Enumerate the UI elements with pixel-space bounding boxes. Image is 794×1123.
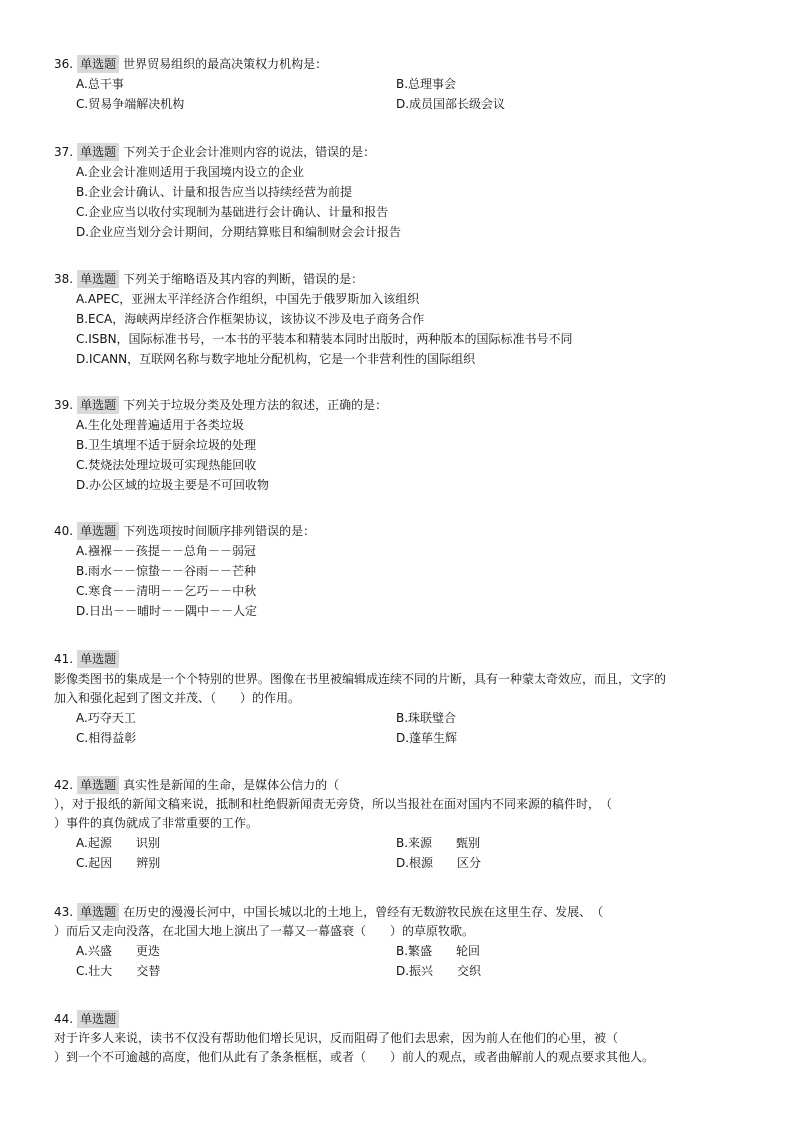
question-stem: [54, 396, 744, 415]
option-a[interactable]: A.兴盛 更迭: [76, 944, 160, 958]
question-continuation: ）而后又走向没落，在北国大地上演出了一幕又一幕盛衰（ ）的草原牧歌。: [54, 924, 475, 938]
question-37: [54, 143, 744, 242]
question-44: [54, 1010, 754, 1067]
option-d[interactable]: D.企业应当划分会计期间，分期结算账目和编制财会会计报告: [76, 225, 402, 239]
option-b[interactable]: B.珠联璧合: [396, 711, 457, 725]
question-text: 下列关于企业会计准则内容的说法，错误的是：: [123, 145, 376, 159]
options: [54, 833, 754, 873]
question-stem: [54, 903, 754, 922]
option-c[interactable]: C.贸易争端解决机构: [76, 97, 185, 111]
question-number: 38.: [54, 272, 74, 286]
question-number: 44.: [54, 1012, 74, 1026]
option-c[interactable]: C.相得益彰: [76, 731, 137, 745]
question-type-tag: 单选题: [77, 396, 119, 414]
option-c[interactable]: C.起因 辨别: [76, 856, 161, 870]
question-type-tag: 单选题: [77, 270, 119, 288]
option-c[interactable]: C.寒食－－清明－－乞巧－－中秋: [76, 584, 257, 598]
option-b[interactable]: B.ECA，海峡两岸经济合作框架协议，该协议不涉及电子商务合作: [76, 312, 425, 326]
question-paragraph-line: 影像类图书的集成是一个个特别的世界。图像在书里被编辑成连续不同的片断，具有一种蒙太奇效应，而且，文字的: [54, 672, 667, 686]
question-39: [54, 396, 744, 495]
options: [54, 708, 754, 748]
options: [54, 941, 754, 981]
question-38: [54, 270, 744, 369]
option-d[interactable]: D.蓬荜生辉: [396, 731, 458, 745]
option-d[interactable]: D.成员国部长级会议: [396, 97, 506, 111]
question-text: 真实性是新闻的生命，是媒体公信力的（: [123, 778, 340, 792]
question-stem: [54, 270, 744, 289]
question-type-tag: 单选题: [77, 55, 119, 73]
question-text: 下列选项按时间顺序排列错误的是：: [123, 524, 316, 538]
question-number: 42.: [54, 778, 74, 792]
question-number: 43.: [54, 905, 74, 919]
option-b[interactable]: B.总理事会: [396, 77, 457, 91]
question-36: [54, 55, 744, 114]
question-number: 36.: [54, 57, 74, 71]
option-a[interactable]: A.企业会计准则适用于我国境内设立的企业: [76, 165, 304, 179]
option-b[interactable]: B.来源 甄别: [396, 836, 481, 850]
question-number: 37.: [54, 145, 74, 159]
question-number: 39.: [54, 398, 74, 412]
question-stem: [54, 143, 744, 162]
options: [54, 541, 744, 621]
option-d[interactable]: D.ICANN，互联网名称与数字地址分配机构，它是一个非营利性的国际组织: [76, 352, 476, 366]
option-b[interactable]: B.企业会计确认、计量和报告应当以持续经营为前提: [76, 185, 353, 199]
question-text: 世界贸易组织的最高决策权力机构是：: [123, 57, 328, 71]
question-number: 41.: [54, 652, 74, 666]
option-b[interactable]: B.雨水－－惊蛰－－谷雨－－芒种: [76, 564, 257, 578]
question-paragraph-line: 加入和强化起到了图文并茂、（ ）的作用。: [54, 691, 301, 705]
option-d[interactable]: D.根源 区分: [396, 856, 482, 870]
question-40: [54, 522, 744, 621]
option-a[interactable]: A.起源 识别: [76, 836, 160, 850]
question-continuation: ）事件的真伪就成了非常重要的工作。: [54, 816, 259, 830]
question-42: [54, 776, 754, 873]
question-stem: [54, 522, 744, 541]
option-b[interactable]: B.卫生填埋不适于厨余垃圾的处理: [76, 438, 257, 452]
options: [54, 289, 744, 369]
question-41-body: [54, 670, 754, 748]
question-stem: [54, 55, 744, 74]
options: [54, 162, 744, 242]
option-a[interactable]: A.APEC，亚洲太平洋经济合作组织，中国先于俄罗斯加入该组织: [76, 292, 420, 306]
question-continuation: ），对于报纸的新闻文稿来说，抵制和杜绝假新闻责无旁贷，所以当报社在面对国内不同来源的稿件时， （: [54, 797, 613, 811]
option-a[interactable]: A.襁褓－－孩提－－总角－－弱冠: [76, 544, 256, 558]
option-a[interactable]: A.总干事: [76, 77, 124, 91]
option-a[interactable]: A.巧夺天工: [76, 711, 136, 725]
question-text: 下列关于垃圾分类及处理方法的叙述，正确的是：: [123, 398, 388, 412]
question-stem: [54, 1010, 754, 1029]
question-paragraph-line: 对于许多人来说，读书不仅没有帮助他们增长见识，反而阻碍了他们去思索，因为前人在他们的心里，被（: [54, 1031, 619, 1045]
question-43: [54, 903, 754, 981]
question-stem: [54, 776, 754, 795]
option-c[interactable]: C.ISBN，国际标准书号，一本书的平装本和精装本同时出版时，两种版本的国际标准书号不同: [76, 332, 573, 346]
question-stem: [54, 650, 744, 669]
question-text: 下列关于缩略语及其内容的判断，错误的是：: [123, 272, 364, 286]
option-a[interactable]: A.生化处理普遍适用于各类垃圾: [76, 418, 244, 432]
option-d[interactable]: D.振兴 交织: [396, 964, 482, 978]
option-d[interactable]: D.日出－－晡时－－隅中－－人定: [76, 604, 258, 618]
question-type-tag: 单选题: [77, 522, 119, 540]
option-c[interactable]: C.焚烧法处理垃圾可实现热能回收: [76, 458, 257, 472]
option-c[interactable]: C.壮大 交替: [76, 964, 161, 978]
question-type-tag: 单选题: [77, 903, 119, 921]
question-paragraph-line: ）到一个不可逾越的高度，他们从此有了条条框框，或者（ ）前人的观点，或者曲解前人的观点要求其他人。: [54, 1050, 655, 1064]
options: [54, 74, 744, 114]
question-type-tag: 单选题: [77, 143, 119, 161]
option-d[interactable]: D.办公区域的垃圾主要是不可回收物: [76, 478, 270, 492]
question-number: 40.: [54, 524, 74, 538]
option-c[interactable]: C.企业应当以收付实现制为基础进行会计确认、计量和报告: [76, 205, 389, 219]
option-b[interactable]: B.繁盛 轮回: [396, 944, 481, 958]
options: [54, 415, 744, 495]
question-type-tag: 单选题: [77, 776, 119, 794]
question-41: [54, 650, 744, 669]
question-type-tag: 单选题: [77, 1010, 119, 1028]
question-text: 在历史的漫漫长河中，中国长城以北的土地上，曾经有无数游牧民族在这里生存、发展、 （: [123, 905, 604, 919]
question-type-tag: 单选题: [77, 650, 119, 668]
